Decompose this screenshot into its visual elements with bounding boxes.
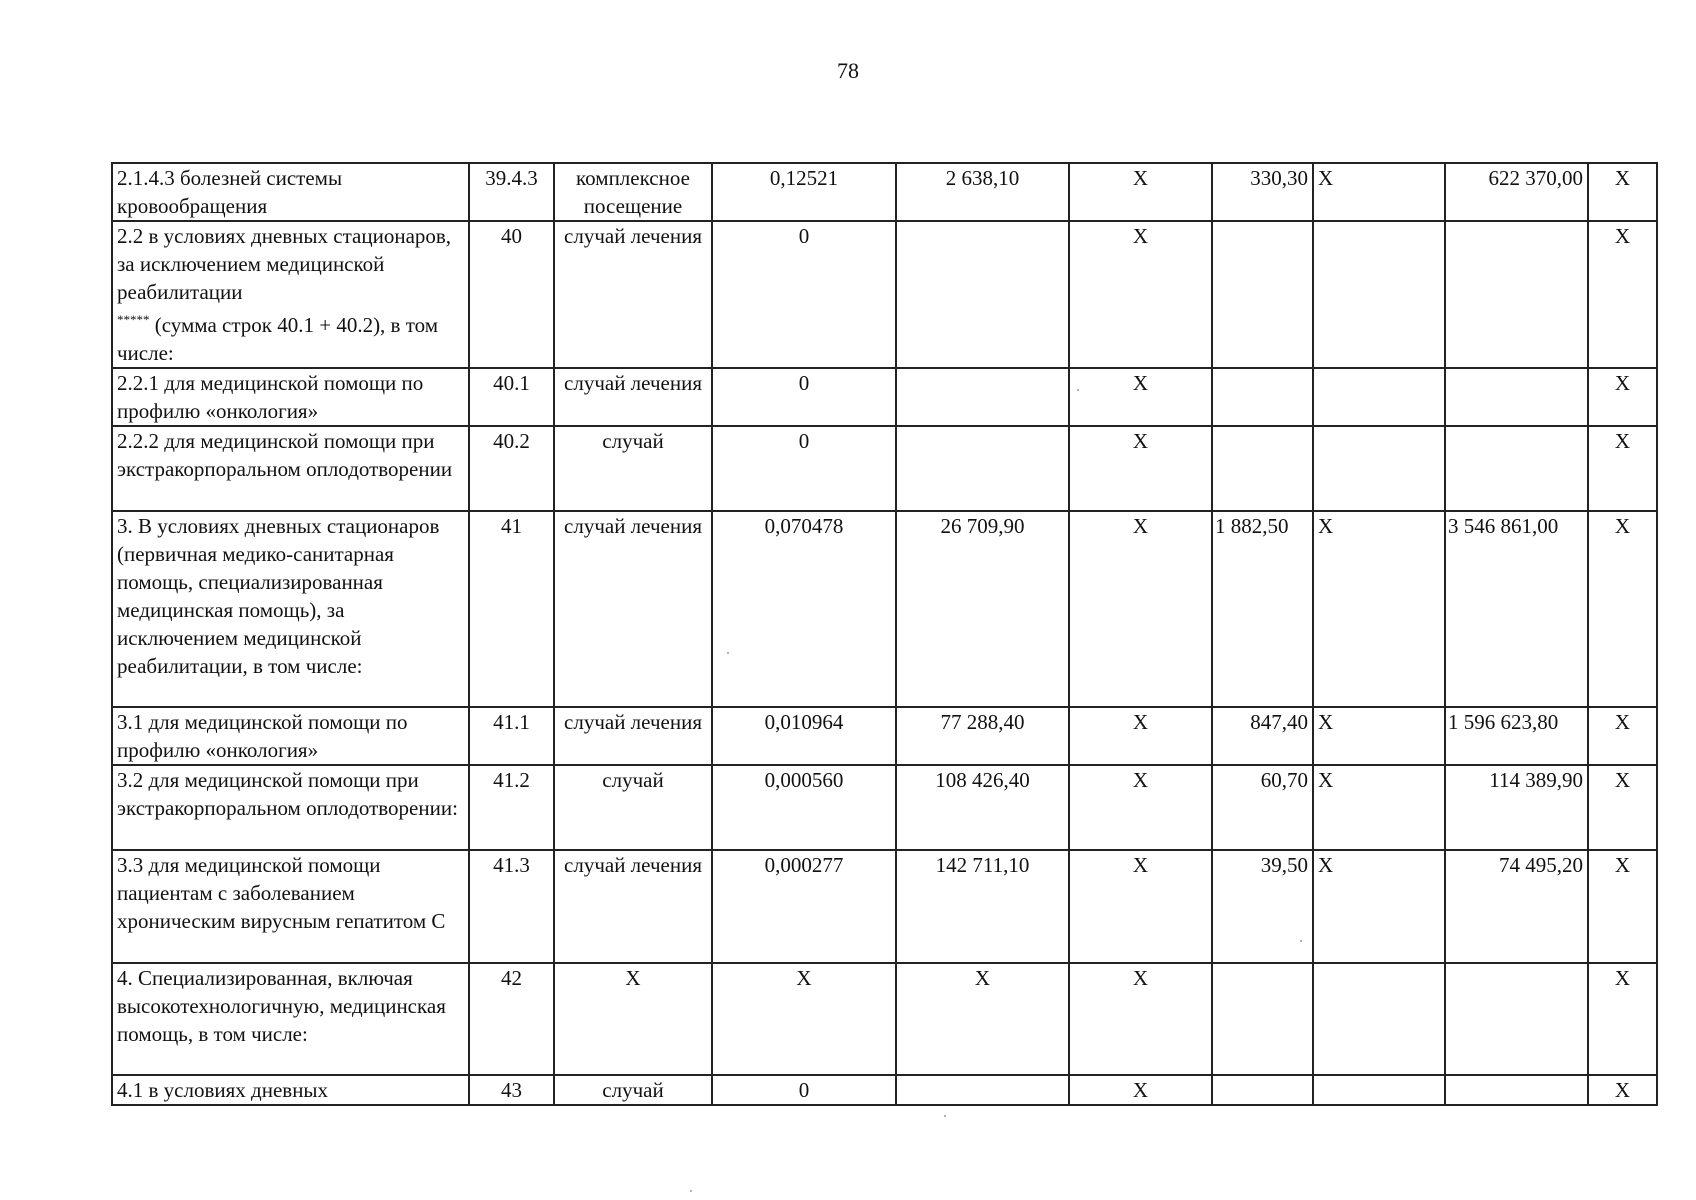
x-cell: Х bbox=[1588, 163, 1657, 221]
per-capita-cell bbox=[1212, 426, 1313, 511]
row-name-cell: 3.2 для медицинской помощи при экстракорпоральном оплодотворении: bbox=[112, 765, 469, 850]
scan-speck bbox=[944, 1115, 946, 1117]
x-cell: Х bbox=[1069, 963, 1212, 1075]
cost-cell bbox=[896, 221, 1069, 368]
table-row bbox=[112, 163, 1657, 221]
total-cell bbox=[1445, 221, 1588, 368]
table-row bbox=[112, 426, 1657, 511]
x-cell: Х bbox=[1588, 511, 1657, 707]
scan-speck bbox=[1077, 389, 1079, 391]
row-name-cell: 4. Специализированная, включая высокотехнологичную, медицинская помощь, в том числе: bbox=[112, 963, 469, 1075]
row-number-cell: 41.2 bbox=[469, 765, 554, 850]
x-cell bbox=[1313, 368, 1445, 426]
x-cell: Х bbox=[1313, 765, 1445, 850]
total-cell: 1 596 623,80 bbox=[1445, 707, 1588, 765]
x-cell: Х bbox=[1588, 707, 1657, 765]
norm-cell: 0,010964 bbox=[712, 707, 896, 765]
row-name-cell: 3.1 для медицинской помощи по профилю «онкология» bbox=[112, 707, 469, 765]
total-cell bbox=[1445, 963, 1588, 1075]
row-name-tail: (сумма строк 40.1 + 40.2), в том числе: bbox=[117, 313, 439, 365]
cost-cell: 77 288,40 bbox=[896, 707, 1069, 765]
x-cell bbox=[1313, 963, 1445, 1075]
x-cell: Х bbox=[1588, 1075, 1657, 1105]
row-number-cell: 39.4.3 bbox=[469, 163, 554, 221]
x-cell: Х bbox=[1069, 850, 1212, 963]
per-capita-cell bbox=[1212, 221, 1313, 368]
unit-cell: случай bbox=[554, 1075, 712, 1105]
x-cell bbox=[1313, 221, 1445, 368]
unit-cell: случай лечения bbox=[554, 368, 712, 426]
x-cell: Х bbox=[1588, 850, 1657, 963]
total-cell bbox=[1445, 1075, 1588, 1105]
x-cell bbox=[1313, 1075, 1445, 1105]
row-name: 2.1.4.3 болезней системы кровообращения bbox=[117, 166, 343, 218]
x-cell: Х bbox=[1588, 426, 1657, 511]
unit-cell: случай bbox=[554, 426, 712, 511]
per-capita-cell bbox=[1212, 963, 1313, 1075]
cost-cell: 26 709,90 bbox=[896, 511, 1069, 707]
per-capita-cell: 330,30 bbox=[1212, 163, 1313, 221]
norm-cell: 0 bbox=[712, 368, 896, 426]
row-number-cell: 43 bbox=[469, 1075, 554, 1105]
norm-cell: 0,070478 bbox=[712, 511, 896, 707]
unit-cell: случай лечения bbox=[554, 707, 712, 765]
x-cell: Х bbox=[1313, 707, 1445, 765]
page-number: 78 bbox=[837, 58, 859, 83]
per-capita-cell: 847,40 bbox=[1212, 707, 1313, 765]
norms-table bbox=[111, 162, 1658, 1106]
row-name-cell bbox=[112, 221, 469, 368]
cost-cell bbox=[896, 368, 1069, 426]
x-cell: Х bbox=[1588, 221, 1657, 368]
x-cell: Х bbox=[1069, 368, 1212, 426]
per-capita-cell: 39,50 bbox=[1212, 850, 1313, 963]
unit-cell: случай bbox=[554, 765, 712, 850]
row-number-cell: 40.1 bbox=[469, 368, 554, 426]
row-name-cell bbox=[112, 163, 469, 221]
total-cell: 622 370,00 bbox=[1445, 163, 1588, 221]
cost-cell: Х bbox=[896, 963, 1069, 1075]
row-name-cell: 3. В условиях дневных стационаров (первичная медико-санитарная помощь, специализированная медицинская помощь), за исключением медицинской реабилитации, в том числе: bbox=[112, 511, 469, 707]
unit-cell: комплексное посещение bbox=[554, 163, 712, 221]
norm-cell: 0,000560 bbox=[712, 765, 896, 850]
per-capita-cell: 60,70 bbox=[1212, 765, 1313, 850]
norm-cell: 0 bbox=[712, 426, 896, 511]
row-name-cell: 2.2.1 для медицинской помощи по профилю «онкология» bbox=[112, 368, 469, 426]
x-cell: Х bbox=[1069, 511, 1212, 707]
row-number-cell: 41.3 bbox=[469, 850, 554, 963]
total-cell: 74 495,20 bbox=[1445, 850, 1588, 963]
norm-cell: 0,12521 bbox=[712, 163, 896, 221]
unit-cell: случай лечения bbox=[554, 850, 712, 963]
x-cell: Х bbox=[1069, 426, 1212, 511]
row-number-cell: 42 bbox=[469, 963, 554, 1075]
x-cell: Х bbox=[1588, 368, 1657, 426]
cost-cell: 2 638,10 bbox=[896, 163, 1069, 221]
per-capita-cell bbox=[1212, 368, 1313, 426]
norm-cell: 0 bbox=[712, 221, 896, 368]
x-cell: Х bbox=[1069, 163, 1212, 221]
cost-cell bbox=[896, 426, 1069, 511]
cost-cell: 108 426,40 bbox=[896, 765, 1069, 850]
x-cell: Х bbox=[1588, 963, 1657, 1075]
total-cell: 114 389,90 bbox=[1445, 765, 1588, 850]
row-number-cell: 40.2 bbox=[469, 426, 554, 511]
table-row bbox=[112, 765, 1657, 850]
per-capita-cell: 1 882,50 bbox=[1212, 511, 1313, 707]
total-cell bbox=[1445, 426, 1588, 511]
norm-cell: Х bbox=[712, 963, 896, 1075]
unit-cell: случай лечения bbox=[554, 221, 712, 368]
row-name: 2.2 в условиях дневных стационаров, за исключением медицинской реабилитации bbox=[117, 224, 452, 304]
row-number-cell: 41.1 bbox=[469, 707, 554, 765]
x-cell: Х bbox=[1588, 765, 1657, 850]
scan-speck bbox=[727, 652, 729, 654]
row-number-cell: 41 bbox=[469, 511, 554, 707]
table-row bbox=[112, 221, 1657, 368]
table-row bbox=[112, 963, 1657, 1075]
total-cell bbox=[1445, 368, 1588, 426]
row-number-cell: 40 bbox=[469, 221, 554, 368]
x-cell: Х bbox=[1313, 163, 1445, 221]
norm-cell: 0,000277 bbox=[712, 850, 896, 963]
footnote-mark: ***** bbox=[117, 312, 150, 327]
scan-speck bbox=[1300, 940, 1302, 942]
total-cell: 3 546 861,00 bbox=[1445, 511, 1588, 707]
row-name-cell: 3.3 для медицинской помощи пациентам с заболеванием хроническим вирусным гепатитом С bbox=[112, 850, 469, 963]
table-row bbox=[112, 511, 1657, 707]
table-row bbox=[112, 368, 1657, 426]
x-cell: Х bbox=[1069, 707, 1212, 765]
scan-speck bbox=[690, 1190, 692, 1192]
row-name-cell: 2.2.2 для медицинской помощи при экстракорпоральном оплодотворении bbox=[112, 426, 469, 511]
x-cell: Х bbox=[1313, 511, 1445, 707]
table-row bbox=[112, 850, 1657, 963]
cost-cell: 142 711,10 bbox=[896, 850, 1069, 963]
table-row bbox=[112, 707, 1657, 765]
x-cell: Х bbox=[1313, 850, 1445, 963]
unit-cell: случай лечения bbox=[554, 511, 712, 707]
row-name-cell: 4.1 в условиях дневных bbox=[112, 1075, 469, 1105]
norm-cell: 0 bbox=[712, 1075, 896, 1105]
table-row bbox=[112, 1075, 1657, 1105]
unit-cell: Х bbox=[554, 963, 712, 1075]
x-cell: Х bbox=[1069, 221, 1212, 368]
x-cell: Х bbox=[1069, 765, 1212, 850]
per-capita-cell bbox=[1212, 1075, 1313, 1105]
cost-cell bbox=[896, 1075, 1069, 1105]
x-cell: Х bbox=[1069, 1075, 1212, 1105]
x-cell bbox=[1313, 426, 1445, 511]
